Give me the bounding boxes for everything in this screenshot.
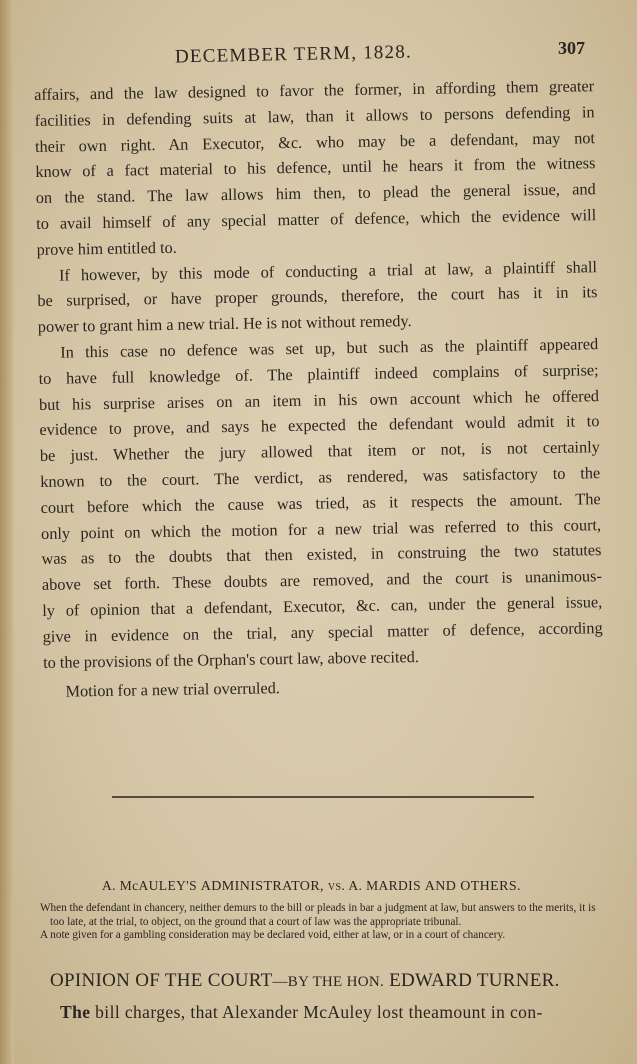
headnotes [40,902,600,943]
body-line: affairs, and the law designed to favor the former, in affording them greater [34,76,595,104]
body-line: be just. Whether the jury allowed that item or not, is not certainly [39,437,600,466]
body-line: only point on which the motion for a new trial was referred to this court, [40,514,602,543]
body-line: above set forth. These doubts are removed, and the court is unanimous- [41,566,602,595]
opinion-opening-line [60,1002,580,1023]
headnote: A note given for a gambling consideration may be declared void, either at law, or in a court of chancery. [40,929,506,941]
body-text [34,73,604,705]
body-line: to avail himself of any special matter of defence, which the evidence will [36,205,597,233]
body-line: to have full knowledge of. The plaintiff indeed complains of surprise; [38,359,599,388]
page-header [30,38,607,68]
body-line: prove him entitled to. [36,237,177,259]
opening-text: bill charges, that Alexander McAuley lost theamount in con- [95,1002,543,1022]
page-number: 307 [558,38,585,58]
case-party-role: AND OTHERS. [424,879,521,894]
case-party: A. McAULEY'S [102,878,197,893]
opinion-judge: EDWARD TURNER. [389,970,560,991]
body-line: evidence to prove, and says he expected the defendant would admit it to [39,411,600,440]
case-title [102,878,521,895]
body-line: on the stand. The law allows him then, to plead the general issue, and [35,179,596,208]
opinion-title: OPINION OF THE COURT [50,970,273,991]
headnote: When the defendant in chancery, neither demurs to the bill or pleads in bar a judgment at law, but answers to the merits, it is too late, at the trial, to object, on the ground that a court of law was the appropriate tribunal. [40,902,596,928]
body-line: known to the court. The verdict, as rendered, was satisfactory to the [40,463,601,491]
body-line: was as to the doubts that then existed, in construing the two statutes [41,540,602,569]
body-line: ly of opinion that a defendant, Executor, &c. can, under the general issue, [42,592,603,620]
case-party-role: ADMINISTRATOR, vs. [200,879,346,894]
running-head: DECEMBER TERM, 1828. [174,41,413,68]
motion-line: Motion for a new trial overruled. [65,678,281,701]
section-divider [112,796,534,798]
body-line: be surprised, or have proper grounds, therefore, the court has it in its [37,282,598,311]
case-party: A. MARDIS [348,878,421,893]
opinion-by: —BY THE HON. [272,974,385,990]
body-line: In this case no defence was set up, but such as the plaintiff appeared [60,334,599,362]
body-line: court before which the cause was tried, as it respects the amount. The [40,488,601,517]
body-line: know of a fact material to his defence, until he hears it from the witness [35,153,596,182]
body-line: facilities in defending suits at law, than it allows to persons defending in [34,101,595,130]
opening-first-word: The [60,1002,91,1022]
body-line: but his surprise arises on an item in his own account which he offered [38,385,600,414]
body-line: If however, by this mode of conducting a trial at law, a plaintiff shall [58,256,598,285]
page-binding-edge [0,0,14,1064]
body-line: to the provisions of the Orphan's court law, above recited. [42,646,420,672]
body-line: their own right. An Executor, &c. who may be a defendant, may not [34,127,596,156]
body-line: give in evidence on the trial, any special matter of defence, according [42,617,603,646]
body-line: power to grant him a new trial. He is not without remedy. [37,311,412,337]
opinion-heading [50,970,560,992]
